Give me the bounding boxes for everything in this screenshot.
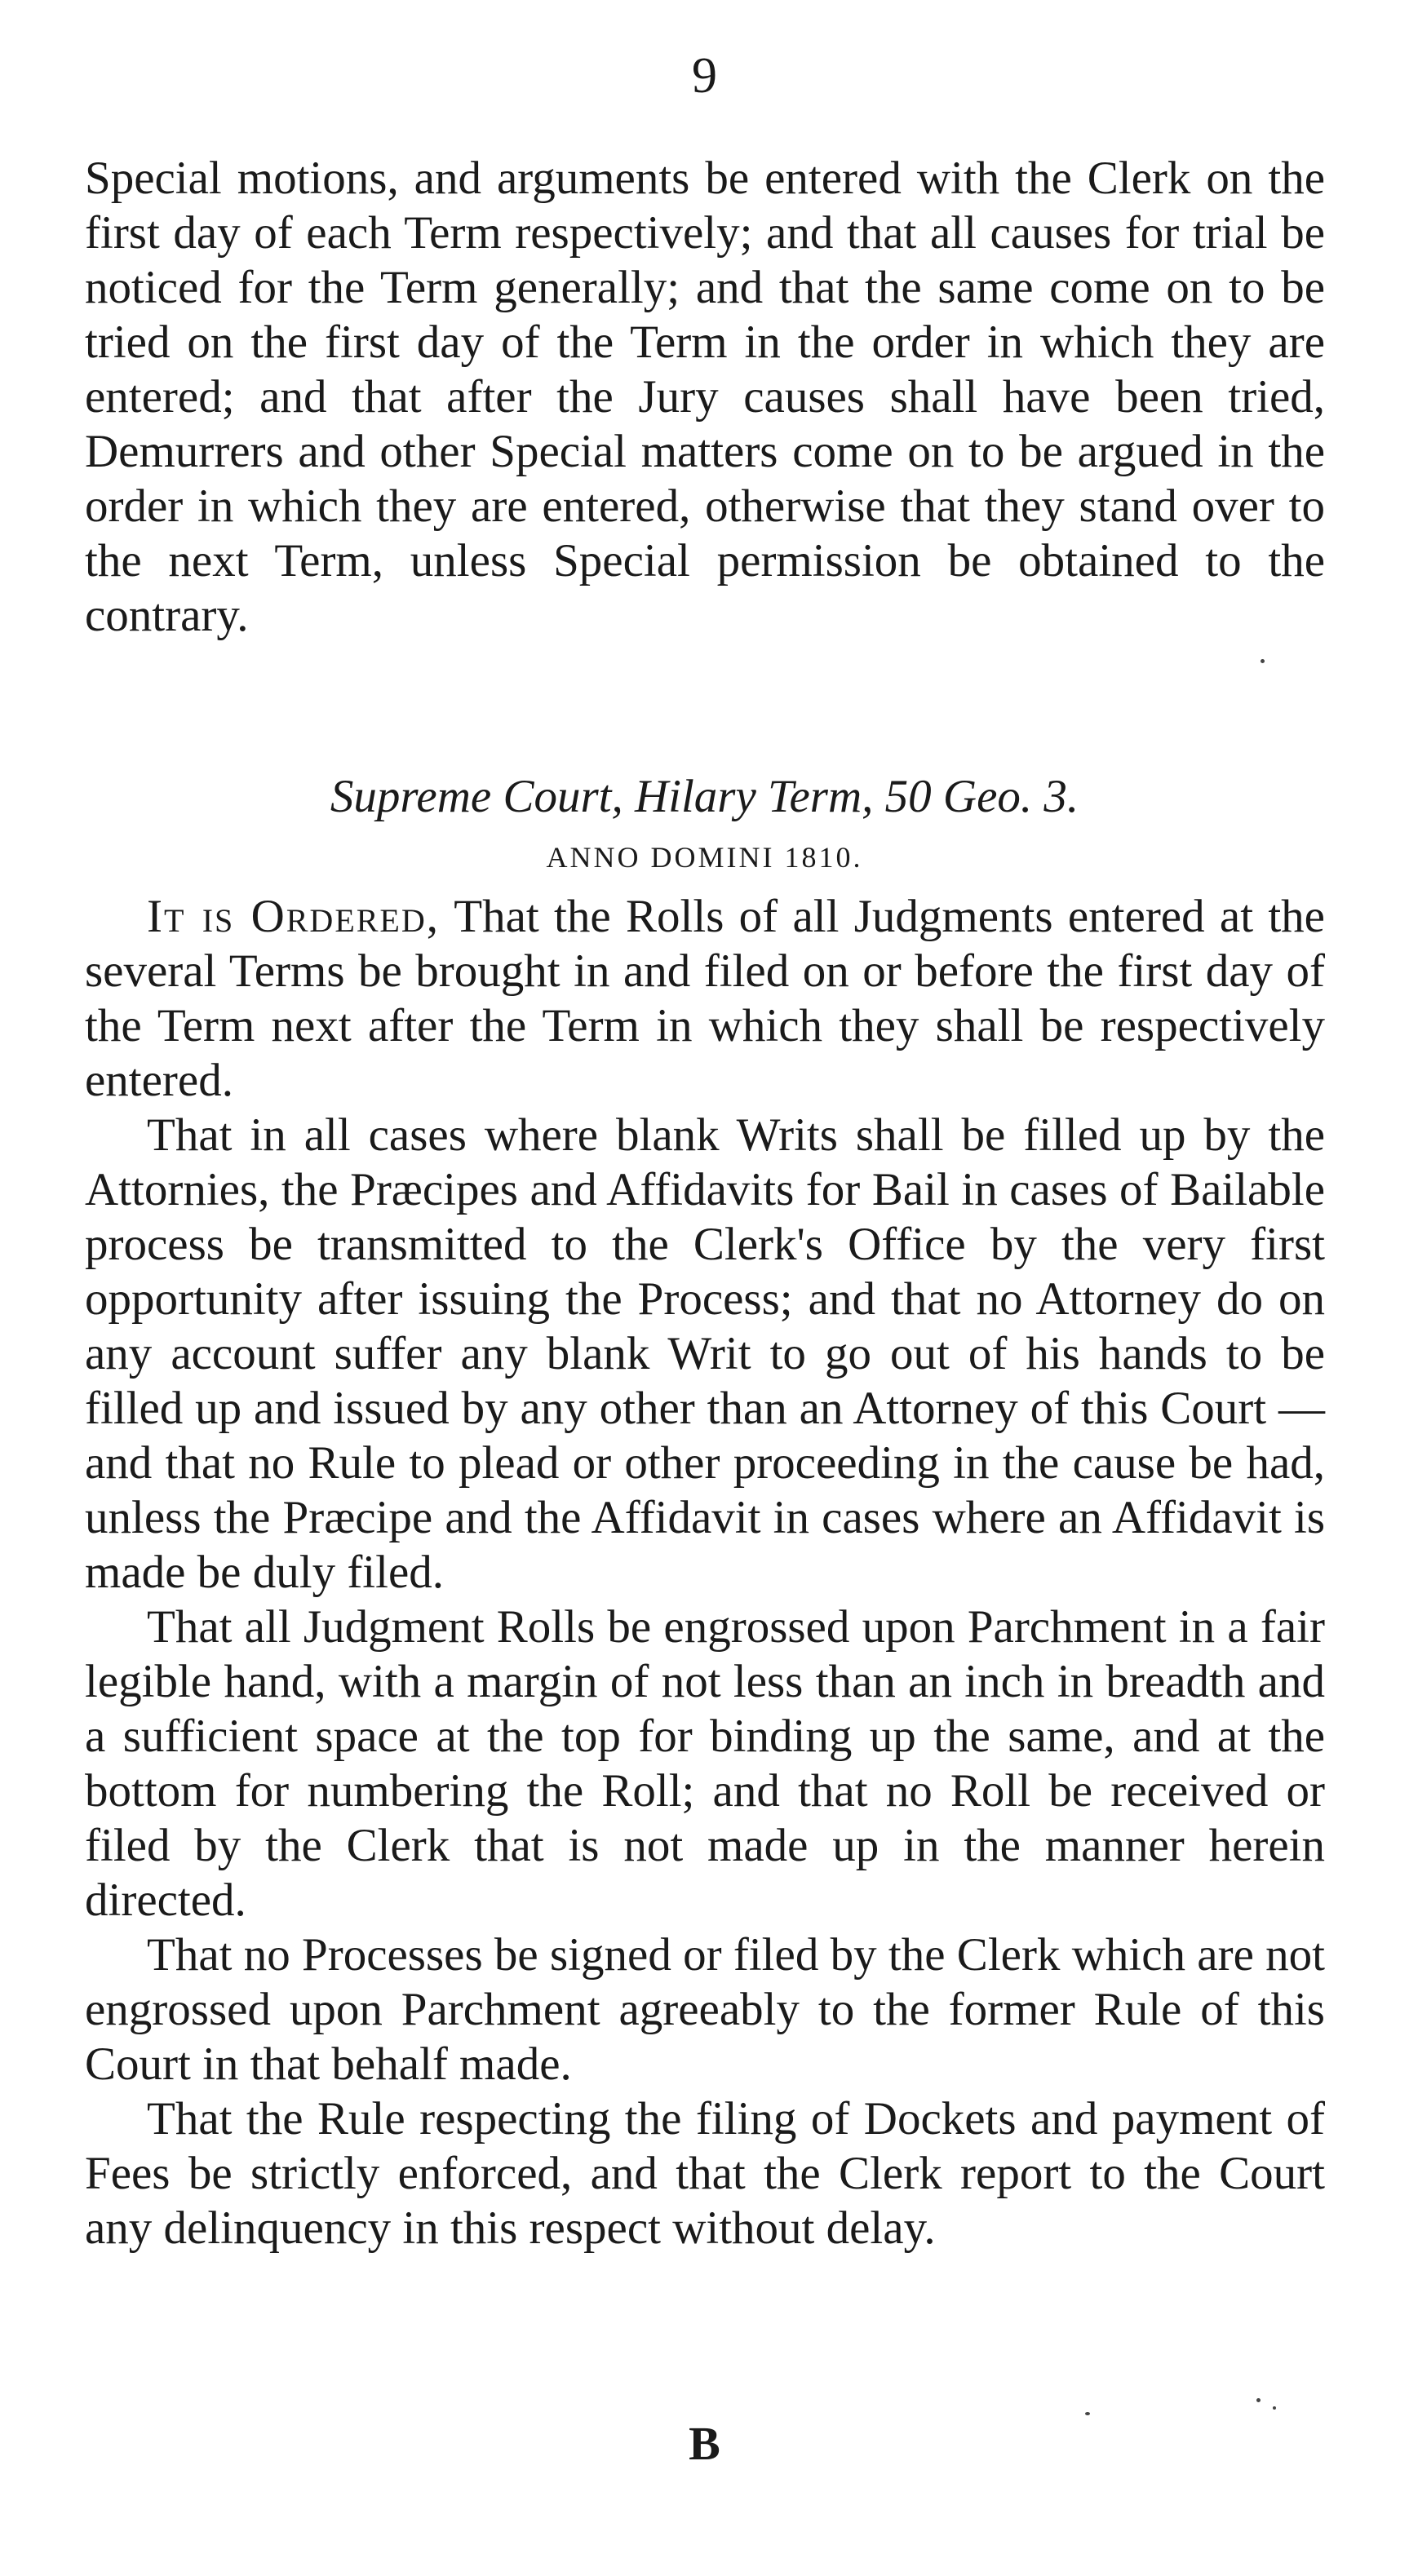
ink-speck (1261, 659, 1265, 663)
orders-block (85, 889, 1325, 2255)
continuation-paragraph: Special motions, and arguments be entered with the Clerk on the first day of each Term respectively; and that all causes for trial be noticed for the Term generally; and that the same come on to be tried on the first day of the Term in the order in which they are entered; and that after the Jury causes shall have been tried, Demurrers and other Special matters come on to be argued in the order in which they are entered, otherwise that they stand over to the next Term, unless Special permission be obtained to the contrary. (85, 153, 1325, 641)
ink-speck (1256, 2398, 1261, 2402)
court-heading: Supreme Court, Hilary Term, 50 Geo. 3. (330, 771, 1079, 822)
order-paragraph-5: That the Rule respecting the filing of Dockets and payment of Fees be strictly enforced, and that the Clerk report to the Court any delinquency in this respect without delay. (85, 2093, 1325, 2254)
continuation-block (85, 151, 1325, 643)
ink-speck (1273, 2406, 1276, 2410)
order-paragraph-1 (85, 889, 1325, 1108)
signature-mark: B (689, 2417, 720, 2470)
anno-domini: ANNO DOMINI 1810. (546, 841, 863, 874)
order-first-text: That the Rolls of all Judgments entered at the several Terms be brought in and filed on or before the first day of the Term next after the Term in which they shall be respectively entered. (85, 891, 1325, 1106)
order-paragraph-3: That all Judgment Rolls be engrossed upon Parchment in a fair legible hand, with a margin of not less than an inch in breadth and a sufficient space at the top for binding up the same, and at the bottom for numbering the Roll; and that no Roll be received or filed by the Clerk that is not made up in the manner herein directed. (85, 1601, 1325, 1926)
page-number: 9 (692, 48, 717, 104)
order-paragraph-4: That no Processes be signed or filed by the Clerk which are not engrossed upon Parchment agreeably to the former Rule of this Court in that behalf made. (85, 1929, 1325, 2090)
order-paragraph-2: That in all cases where blank Writs shall be filled up by the Attornies, the Præcipes and Affidavits for Bail in cases of Bailable process be transmitted to the Clerk's Office by the very first opportunity after issuing the Process; and that no Attorney do on any account suffer any blank Writ to go out of his hands to be filled up and issued by any other than an Attorney of this Court —and that no Rule to plead or other proceeding in the cause be had, unless the Præcipe and the Affidavit in cases where an Affidavit is made be duly filed. (85, 1109, 1325, 1598)
order-lead: It is Ordered, (147, 891, 441, 942)
ink-speck (1085, 2412, 1090, 2415)
